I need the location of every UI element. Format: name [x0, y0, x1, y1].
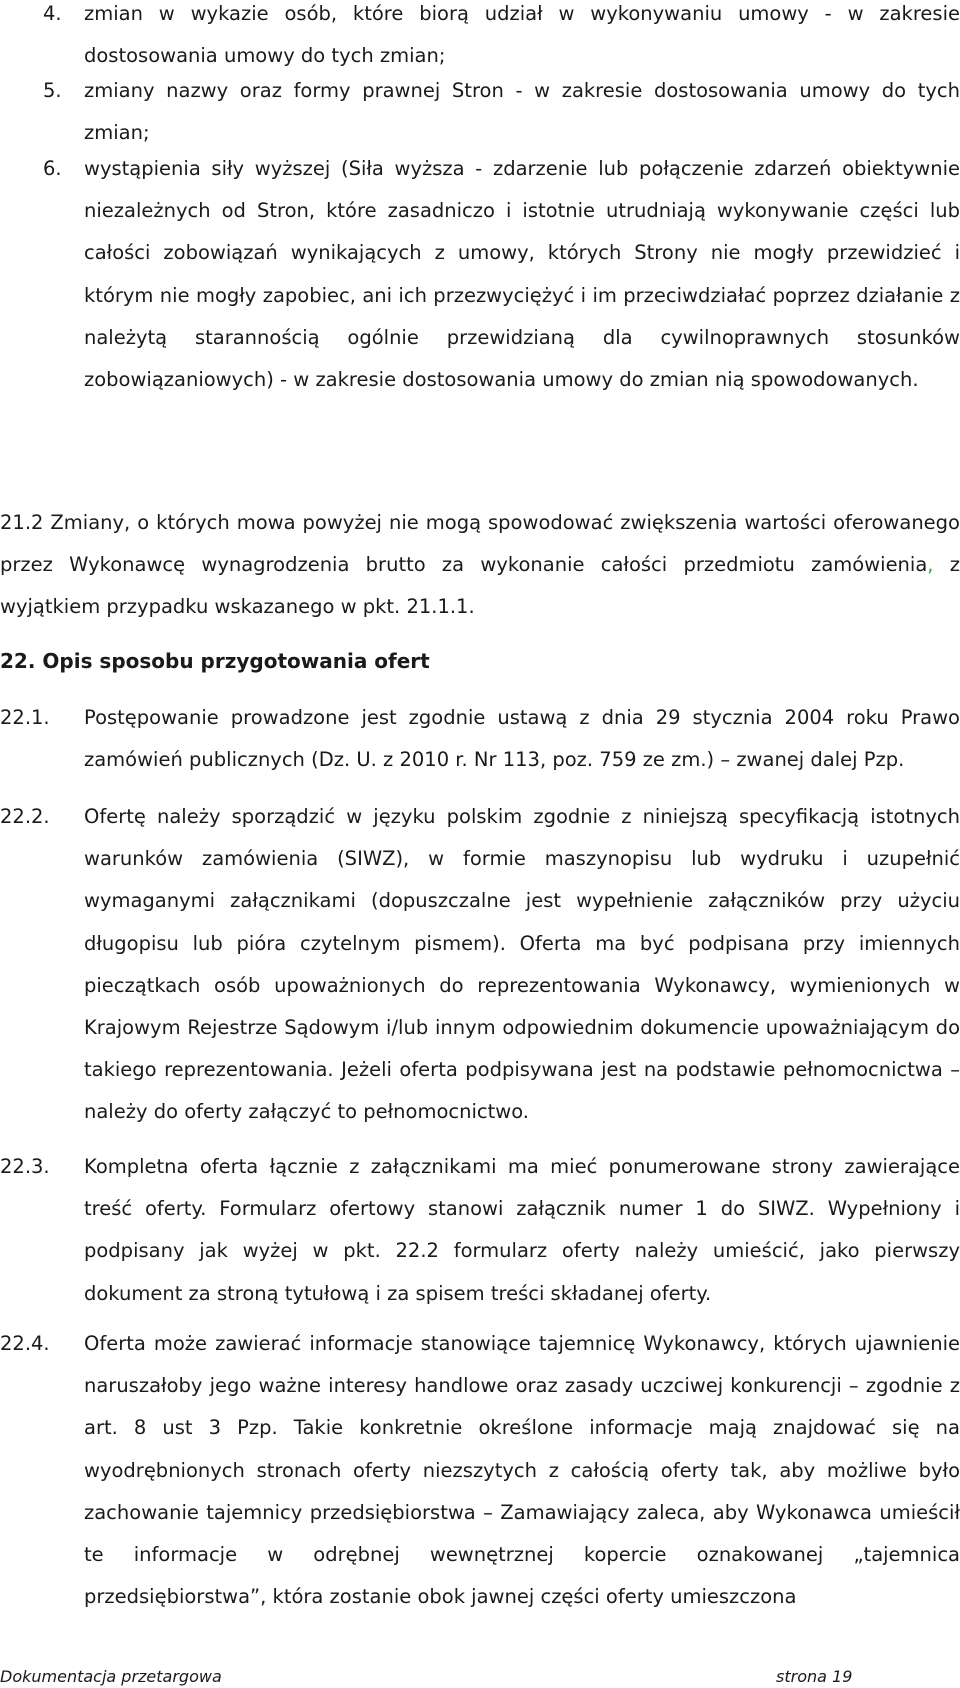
section-text: Ofertę należy sporządzić w języku polskim zgodnie z niniejszą specyfikacją istotnych warunków zamówienia (SIWZ), w formie maszynopisu lub wydruku i uzupełnić wymaganymi załącznikami (dopuszczalne jest wypełnienie załączników przy użyciu długopisu lub pióra czytelnym pismem). Oferta ma być podpisana przy imiennych pieczątkach osób upoważnionych do reprezentowania Wykonawcy, wymienionych w Krajowym Rejestrze Sądowym i/lub innym odpowiednim dokumencie upoważniającym do takiego reprezentowania. Jeżeli oferta podpisywana jest na podstawie pełnomocnictwa – należy do oferty załączyć to pełnomocnictwo.	[84, 805, 960, 1124]
section-text: Postępowanie prowadzone jest zgodnie ustawą z dnia 29 stycznia 2004 roku Prawo zamówień publicznych (Dz. U. z 2010 r. Nr 113, poz. 759 ze zm.) – zwanej dalej Pzp.	[84, 706, 960, 772]
section-heading: 22. Opis sposobu przygotowania ofert	[0, 649, 430, 673]
list-item-text: zmian w wykazie osób, które biorą udział w wykonywaniu umowy - w zakresie dostosowania umowy do tych zmian;	[84, 2, 960, 68]
page-footer	[0, 1666, 960, 1688]
paragraph-21-2	[0, 502, 960, 629]
footer-page-number: strona 19	[776, 1667, 853, 1686]
list-item-text: wystąpienia siły wyższej (Siła wyższa - zdarzenie lub połączenie zdarzeń obiektywnie niezależnych od Stron, które zasadniczo i istotnie utrudniają wykonywanie części lub całości zobowiązań wynikających z umowy, których Strony nie mogły przewidzieć i którym nie mogły zapobiec, ani ich przezwyciężyć i im przeciwdziałać poprzez działanie z należytą starannością ogólnie przewidzianą dla cywilnoprawnych stosunków zobowiązaniowych) - w zakresie dostosowania umowy do zmian nią spowodowanych.	[84, 157, 960, 392]
paragraph-21-2-text: 21.2 Zmiany, o których mowa powyżej nie mogą spowodować zwiększenia wartości oferowanego przez Wykonawcę wynagrodzenia brutto za wykonanie całości przedmiotu zamówienia	[0, 511, 960, 577]
paragraph-21-2-text-end: z wyjątkiem przypadku wskazanego w pkt. 21.1.1.	[0, 553, 960, 619]
section-number: 22.3.	[0, 1155, 50, 1178]
list-item-number: 5.	[43, 79, 62, 102]
highlighted-comma: ,	[927, 553, 934, 577]
list-item-number: 6.	[43, 157, 62, 180]
section-number: 22.1.	[0, 706, 50, 729]
footer-document-title: Dokumentacja przetargowa	[0, 1667, 222, 1686]
section-text: Kompletna oferta łącznie z załącznikami ma mieć ponumerowane strony zawierające treść oferty. Formularz ofertowy stanowi załącznik numer 1 do SIWZ. Wypełniony i podpisany jak wyżej w pkt. 22.2 formularz oferty należy umieścić, jako pierwszy dokument za stroną tytułową i za spisem treści składanej oferty.	[84, 1155, 960, 1305]
section-number: 22.4.	[0, 1332, 50, 1355]
list-item-number: 4.	[43, 2, 62, 25]
section-number: 22.2.	[0, 805, 50, 828]
list-item-text: zmiany nazwy oraz formy prawnej Stron - w zakresie dostosowania umowy do tych zmian;	[84, 79, 960, 145]
section-text: Oferta może zawierać informacje stanowiące tajemnicę Wykonawcy, których ujawnienie naruszałoby jego ważne interesy handlowe oraz zasady uczciwej konkurencji – zgodnie z art. 8 ust 3 Pzp. Takie konkretnie określone informacje mają znajdować się na wyodrębnionych stronach oferty niezszytych z całością oferty tak, aby możliwe było zachowanie tajemnicy przedsiębiorstwa – Zamawiający zaleca, aby Wykonawca umieścił te informacje w odrębnej wewnętrznej kopercie oznakowanej „tajemnica przedsiębiorstwa”, która zostanie obok jawnej części oferty umieszczona	[84, 1332, 960, 1609]
